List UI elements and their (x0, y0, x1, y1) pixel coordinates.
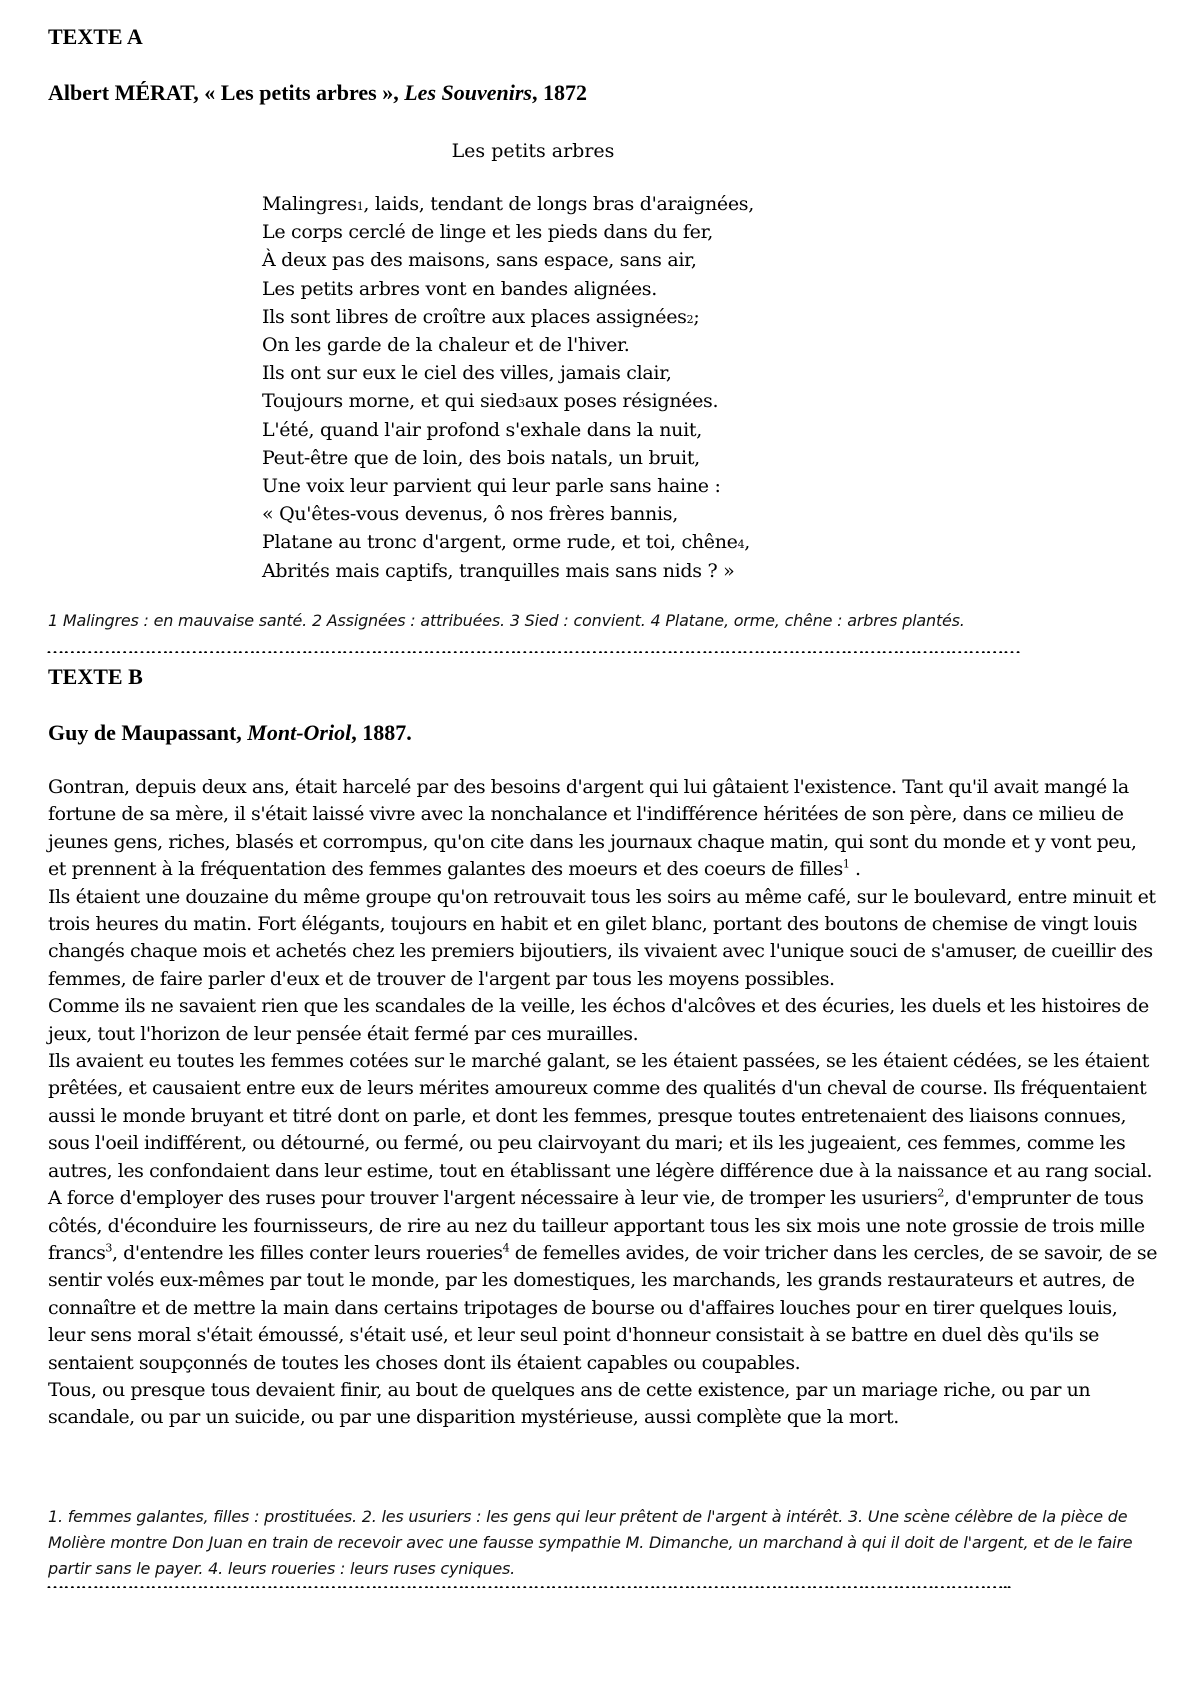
footnote-marker: 4 (502, 1241, 510, 1255)
footnote-marker: 2 (937, 1186, 944, 1200)
poem-line (262, 190, 754, 218)
poem-text: On les garde de la chaleur et de l'hiver. (262, 334, 630, 357)
paragraph-text: A force d'employer des ruses pour trouver l'argent nécessaire à leur vie, de tromper les usuriers (48, 1187, 938, 1210)
poem-line (262, 557, 754, 585)
texte-a-label: TEXTE A (48, 24, 143, 49)
poem-line (262, 359, 754, 387)
poem-text: « Qu'êtes-vous devenus, ô nos frères bannis, (262, 503, 678, 526)
texte-a-footnotes: 1 Malingres : en mauvaise santé. 2 Assignées : attribuées. 3 Sied : convient. 4 Platane, orme, chêne : arbres plantés. (48, 611, 965, 630)
paragraph (48, 1185, 1158, 1377)
texte-a-year: , 1872 (531, 80, 587, 105)
paragraph-text: , d'emprunter de tous côtés, d'éconduire les fournisseurs, de rire au nez du tailleur apportant tous les six mois une note grossie de trois mille francs (48, 1187, 1145, 1264)
poem-text: Le corps cerclé de linge et les pieds dans du fer, (262, 221, 714, 244)
footnote-marker: 2 (686, 312, 694, 326)
poem-line (262, 500, 754, 528)
poem-text: Peut-être que de loin, des bois natals, un bruit, (262, 446, 700, 469)
texte-a-work: Les Souvenirs (404, 80, 532, 105)
poem-text: Ils ont sur eux le ciel des villes, jamais clair, (262, 362, 672, 385)
poem-text: , (744, 531, 751, 554)
separator-dots: …………………………………………………………………………………………………………………………………………………… (46, 643, 1021, 653)
poem-line (262, 303, 754, 331)
poem (262, 190, 754, 585)
poem-line (262, 387, 754, 415)
footnote-marker: 1 (842, 857, 850, 871)
footnote-marker: 3 (517, 397, 525, 411)
paragraph (48, 884, 1158, 994)
paragraph (48, 774, 1158, 884)
poem-line (262, 416, 754, 444)
paragraph-text: Ils étaient une douzaine du même groupe qu'on retrouvait tous les soirs au même café, sur le boulevard, entre minuit et trois heures du matin. Fort élégants, toujours en habit et en gilet blanc, portant des boutons de chemise de vingt louis changés chaque mois et achetés chez les premiers bijoutiers, ils vivaient avec l'unique souci de s'amuser, de cueillir des femmes, de faire parler d'eux et de trouver de l'argent par tous les moyens possibles. (48, 885, 1156, 990)
paragraph-text: Tous, ou presque tous devaient finir, au bout de quelques ans de cette existence, par un mariage riche, ou par un scandale, ou par un suicide, ou par une disparition mystérieuse, aussi complète que la mort. (48, 1378, 1091, 1429)
paragraph-text: . (849, 858, 861, 881)
separator-dots-end: ………………………………………………………………………………………………………………………………………………….. (46, 1578, 1011, 1588)
poem-text: Les petits arbres vont en bandes alignées. (262, 277, 657, 300)
poem-title: Les petits arbres (451, 140, 615, 162)
texte-b-label: TEXTE B (48, 664, 143, 689)
paragraph-text: , d'entendre les filles conter leurs roueries (111, 1241, 503, 1264)
paragraph (48, 993, 1158, 1048)
texte-b-heading (48, 720, 412, 746)
poem-text: À deux pas des maisons, sans espace, sans air, (262, 249, 697, 272)
paragraph (48, 1048, 1158, 1185)
poem-line (262, 528, 754, 556)
texte-b-author: Guy de Maupassant, (48, 720, 242, 745)
poem-text: L'été, quand l'air profond s'exhale dans la nuit, (262, 418, 702, 441)
poem-line (262, 444, 754, 472)
poem-text: Une voix leur parvient qui leur parle sans haine : (262, 475, 721, 498)
texte-a-author: Albert MÉRAT, « Les petits arbres », (48, 80, 399, 105)
paragraph-text: de femelles avides, de voir tricher dans les cercles, de se savoir, de se sentir volés eux-mêmes par tout le monde, par les domestiques, les marchands, les grands restaurateurs et autres, de connaître et de mettre la main dans certains tripotages de bourse ou d'affaires louches pour en tirer quelques louis, leur sens moral s'était émoussé, s'était usé, et leur seul point d'honneur consistait à se battre en duel dès qu'ils se sentaient soupçonnés de toutes les choses dont ils étaient capables ou coupables. (48, 1241, 1158, 1374)
footnote-marker: 3 (105, 1241, 112, 1255)
poem-text: Ils sont libres de croître aux places assignées (262, 305, 687, 328)
poem-text: aux poses résignées. (524, 390, 719, 413)
poem-line (262, 275, 754, 303)
texte-b-work: Mont-Oriol (247, 720, 352, 745)
texte-b-year: , 1887. (351, 720, 412, 745)
poem-line (262, 331, 754, 359)
texte-b-body (48, 774, 1158, 1432)
footnote-marker: 4 (737, 538, 745, 552)
poem-line (262, 218, 754, 246)
poem-line (262, 246, 754, 274)
texte-b-footnotes: 1. femmes galantes, filles : prostituées. 2. les usuriers : les gens qui leur prêtent de l'argent à intérêt. 3. Une scène célèbre de la pièce de Molière montre Don Juan en train de recevoir avec une fausse sympathie M. Dimanche, un marchand à qui il doit de l'argent, et de le faire partir sans le payer. 4. leurs roueries : leurs ruses cyniques. (48, 1507, 1133, 1578)
paragraph-text: Gontran, depuis deux ans, était harcelé par des besoins d'argent qui lui gâtaient l'existence. Tant qu'il avait mangé la fortune de sa mère, il s'était laissé vivre avec la nonchalance et l'indifférence héritées de son père, dans ce milieu de jeunes gens, riches, blasés et corrompus, qu'on cite dans les journaux chaque matin, qui sont du monde et y vont peu, et prennent à la fréquentation des femmes galantes des moeurs et des coeurs de filles (48, 776, 1137, 881)
paragraph-text: Ils avaient eu toutes les femmes cotées sur le marché galant, se les étaient passées, se les étaient cédées, se les étaient prêtées, et causaient entre eux de leurs mérites amoureux comme des qualités d'un cheval de course. Ils fréquentaient aussi le monde bruyant et titré dont on parle, et dont les femmes, presque toutes entretenaient des liaisons connues, sous l'oeil indifférent, ou détourné, ou fermé, ou peu clairvoyant du mari; et ils les jugeaient, ces femmes, comme les autres, les confondaient dans leur estime, tout en établissant une légère différence due à la naissance et au rang social. (48, 1050, 1153, 1182)
poem-text: Malingres (262, 193, 357, 215)
texte-a-heading (48, 80, 587, 106)
paragraph (48, 1377, 1158, 1432)
poem-text: ; (693, 305, 700, 328)
poem-text: Platane au tronc d'argent, orme rude, et toi, chêne (262, 531, 738, 554)
paragraph-text: Comme ils ne savaient rien que les scandales de la veille, les échos d'alcôves et des écuries, les duels et les histoires de jeux, tout l'horizon de leur pensée était fermé par ces murailles. (48, 995, 1149, 1045)
poem-text: , laids, tendant de longs bras d'araignées, (363, 193, 754, 215)
poem-text: Abrités mais captifs, tranquilles mais sans nids ? » (262, 559, 735, 582)
poem-text: Toujours morne, et qui sied (262, 390, 518, 413)
footnote-marker: 1 (356, 200, 364, 213)
poem-line (262, 472, 754, 500)
